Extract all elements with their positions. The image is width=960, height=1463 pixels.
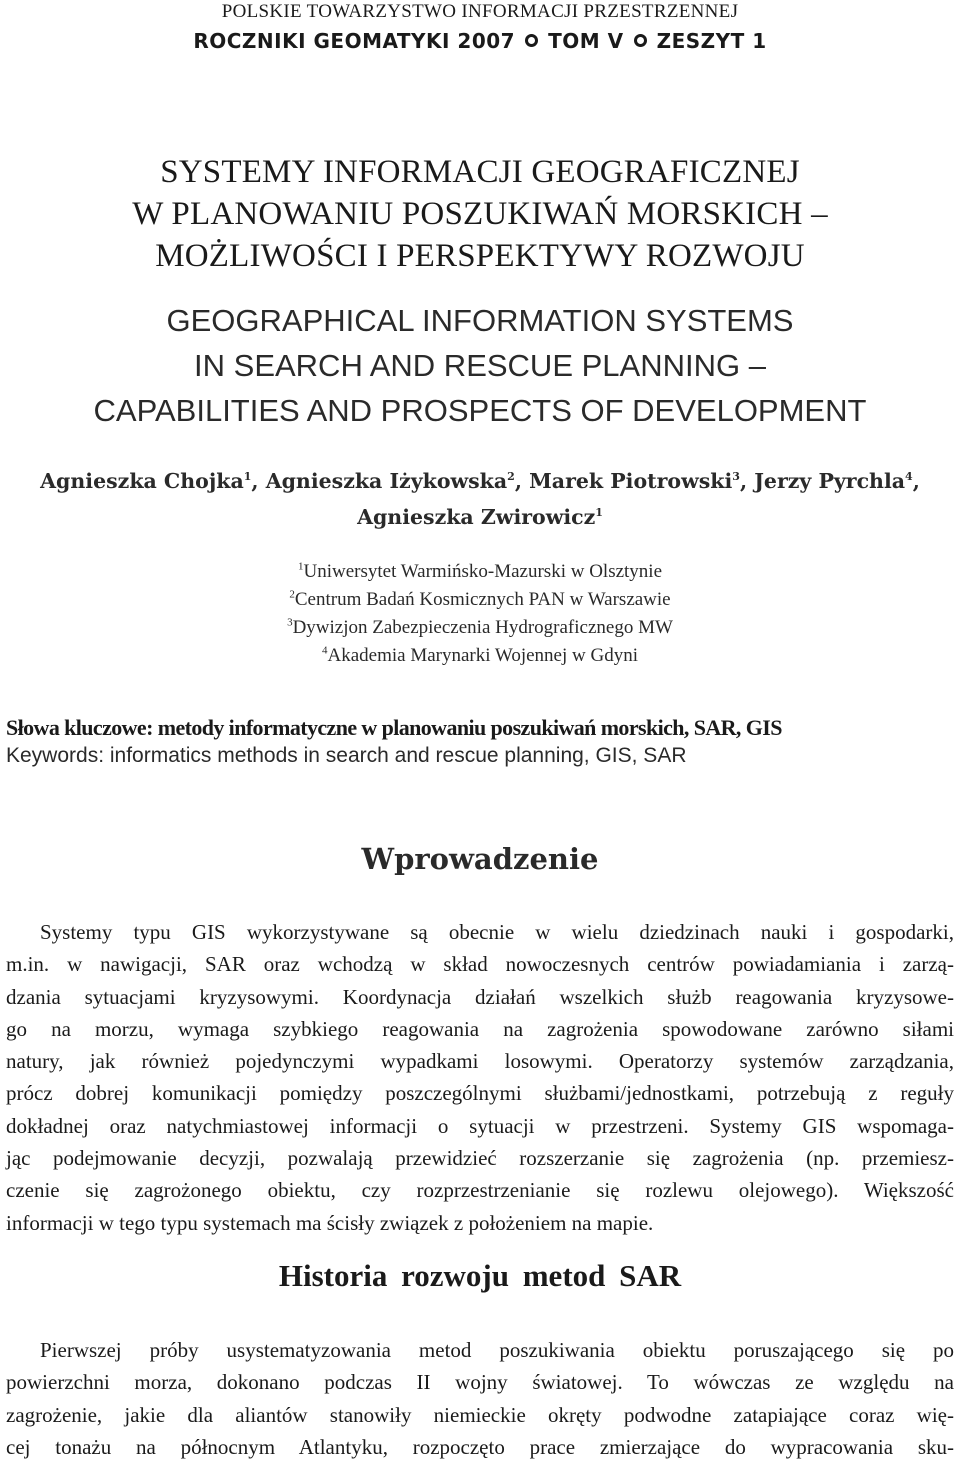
affiliation-text: Akademia Marynarki Wojennej w Gdyni [327, 645, 638, 666]
affiliation-mark: 2 [289, 588, 295, 601]
paragraph-line: powierzchni morza, dokonano podczas II wojny światowej. To wówczas ze względu na [6, 1370, 954, 1395]
paragraph-line: prócz dobrej komunikacji pomiędzy poszczególnymi służbami/jednostkami, potrzebują z reguły [6, 1081, 954, 1106]
bullet-circle-icon [525, 34, 538, 47]
journal-header [0, 28, 960, 54]
author-name: Marek Piotrowski [529, 469, 733, 493]
paragraph-line: natury, jak również pojedynczymi wypadkami losowymi. Operatorzy systemów zarządzania, [6, 1049, 954, 1074]
paragraph-line: zagrożenie, jakie dla aliantów stanowiły niemieckie okręty podwodne zatapiające coraz wię- [6, 1402, 954, 1427]
affiliation-item [0, 558, 960, 586]
affiliation-text: Dywizjon Zabezpieczenia Hydrograficznego MW [292, 617, 673, 638]
paragraph-line: informacji w tego typu systemach ma ścisły związek z położeniem na mapie. [6, 1210, 654, 1235]
author-name: Jerzy Pyrchla [754, 469, 906, 493]
paragraph-line: dzania sytuacjami kryzysowymi. Koordynacja działań wszelkich służb reagowania kryzysowe- [6, 984, 954, 1009]
section-heading-history: Historia rozwoju metod SAR [278, 1258, 682, 1293]
affiliation-list [0, 558, 960, 670]
paragraph-line: Pierwszej próby usystematyzowania metod poszukiwania obiektu poruszającego się po [40, 1338, 954, 1362]
title-english-line: CAPABILITIES AND PROSPECTS OF DEVELOPMENT [93, 393, 867, 428]
journal-issue: ZESZYT 1 [656, 29, 767, 53]
title-english-line: GEOGRAPHICAL INFORMATION SYSTEMS [166, 303, 794, 338]
author-affiliation-mark: 1 [595, 506, 603, 520]
paragraph-line: cej tonażu na północnym Atlantyku, rozpoczęto prace zmierzające do wypracowania sku- [6, 1434, 954, 1459]
society-name: POLSKIE TOWARZYSTWO INFORMACJI PRZESTRZENNEJ [221, 1, 739, 22]
affiliation-text: Centrum Badań Kosmicznych PAN w Warszawie [294, 589, 671, 610]
author-name: Agnieszka Iżykowska [265, 469, 508, 493]
affiliation-item [0, 586, 960, 614]
author-line [0, 499, 960, 535]
affiliation-mark: 4 [322, 644, 328, 657]
author-name: Agnieszka Zwirowicz [357, 505, 596, 529]
paragraph-line: jąc podejmowanie decyzji, pozwalają przewidzieć rozszerzanie się zagrożenia (np. przemiesz- [6, 1146, 954, 1171]
affiliation-mark: 3 [287, 616, 293, 629]
paragraph-history [6, 1334, 954, 1463]
author-affiliation-mark: 2 [507, 470, 515, 484]
affiliation-mark: 1 [297, 560, 304, 573]
paragraph-line: go na morzu, wymaga szybkiego reagowania na zagrożenia spowodowane zarówno siłami [6, 1016, 954, 1041]
author-affiliation-mark: 3 [732, 470, 740, 484]
title-polish-line: SYSTEMY INFORMACJI GEOGRAFICZNEJ [160, 154, 800, 190]
paragraph-intro [6, 916, 954, 1239]
section-heading-intro: Wprowadzenie [361, 842, 599, 876]
paragraph-line: czenie się zagrożonego obiektu, czy rozprzestrzenianie się rozlewu olejowego). Większość [6, 1178, 954, 1203]
affiliation-text: Uniwersytet Warmińsko-Mazurski w Olsztynie [303, 561, 663, 582]
journal-name: ROCZNIKI GEOMATYKI 2007 [193, 29, 516, 53]
author-list [0, 463, 960, 535]
title-polish-line: MOŻLIWOŚCI I PERSPEKTYWY ROZWOJU [155, 238, 805, 274]
affiliation-item [0, 614, 960, 642]
title-polish-line: W PLANOWANIU POSZUKIWAŃ MORSKICH – [132, 196, 828, 232]
keywords-polish: Słowa kluczowe: metody informatyczne w planowaniu poszukiwań morskich, SAR, GIS [6, 715, 782, 740]
author-affiliation-mark: 4 [905, 470, 913, 484]
paragraph-line: dokładnej oraz natychmiastowej informacji o sytuacji w przestrzeni. Systemy GIS wspomaga- [6, 1113, 954, 1138]
bullet-circle-icon [634, 34, 647, 47]
journal-volume: TOM V [548, 29, 624, 53]
author-line: Agnieszka Chojka$^1$, Agnieszka Iżykowska$^2$, Marek Piotrowski$^3$, Jerzy Pyrchla$^4$, [40, 469, 920, 493]
title-english [0, 298, 960, 433]
title-english-line: IN SEARCH AND RESCUE PLANNING – [194, 348, 766, 383]
title-polish [0, 151, 960, 277]
author-name: Agnieszka Chojka [40, 469, 244, 493]
affiliation-item [0, 642, 960, 670]
author-affiliation-mark: 1 [243, 470, 252, 484]
paragraph-line: m.in. w nawigacji, SAR oraz wchodzą w skład nowoczesnych centrów powiadamiania i zarzą- [6, 952, 954, 977]
paragraph-line: Systemy typu GIS wykorzystywane są obecnie w wielu dziedzinach nauki i gospodarki, [40, 920, 954, 944]
keywords-english: Keywords: informatics methods in search and rescue planning, GIS, SAR [6, 744, 687, 767]
